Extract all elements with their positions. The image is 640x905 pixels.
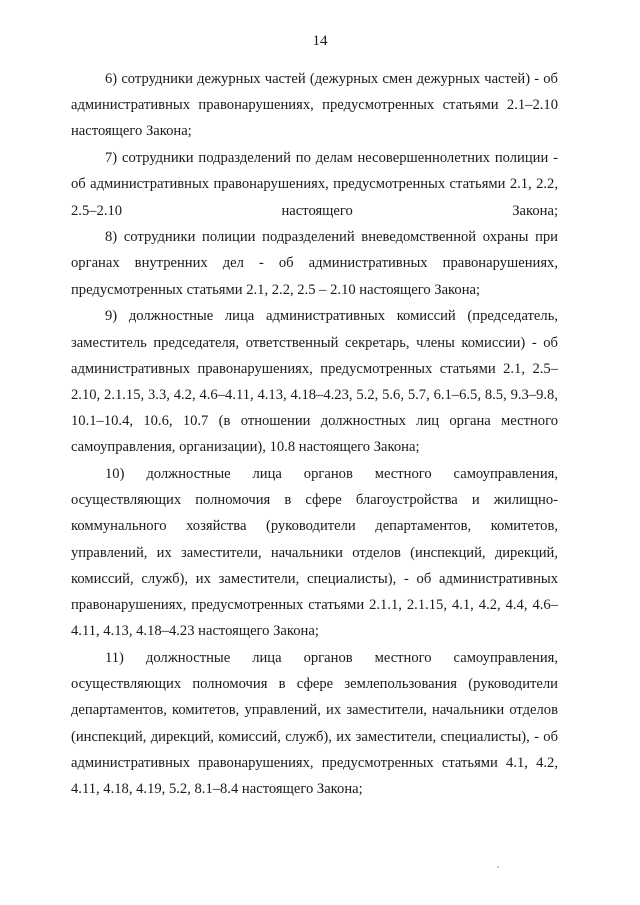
scan-artifact-dot — [497, 866, 499, 868]
list-item-10: 10) должностные лица органов местного самоуправления, осуществляющих полномочия в сфере благоустройства и жилищно-коммунального хозяйства (руководители департаментов, комитетов, управлений, их заместители, начальники отделов (инспекций, дирекций, комиссий, служб), их заместители, специалисты), - об административных правонарушениях, предусмотренных статьями 2.1.1, 2.1.15, 4.1, 4.2, 4.4, 4.6–4.11, 4.13, 4.18–4.23 настоящего Закона; — [71, 466, 558, 640]
list-item-8: 8) сотрудники полиции подразделений вневедомственной охраны при органах внутренних дел - об административных правонарушениях, предусмотренных статьями 2.1, 2.2, 2.5 – 2.10 настоящего Закона; — [71, 229, 558, 298]
list-item-6: 6) сотрудники дежурных частей (дежурных смен дежурных частей) - об административных правонарушениях, предусмотренных статьями 2.1–2.10 настоящего Закона; — [71, 71, 558, 140]
list-item-9: 9) должностные лица административных комиссий (председатель, заместитель председателя, ответственный секретарь, члены комиссии) - об административных правонарушениях, предусмотренных статьями 2.1, 2.5–2.10, 2.1.15, 3.3, 4.2, 4.6–4.11, 4.13, 4.18–4.23, 5.2, 5.6, 5.7, 6.1–6.5, 8.5, 9.3–9.8, 10.1–10.4, 10.6, 10.7 (в отношении должностных лиц органа местного самоуправления, организации), 10.8 настоящего Закона; — [71, 308, 558, 456]
document-body — [71, 66, 558, 803]
list-item-7: 7) сотрудники подразделений по делам несовершеннолетних полиции - об административных правонарушениях, предусмотренных статьями 2.1, 2.2, 2.5–2.10 настоящего Закона; — [71, 150, 558, 219]
list-item-11: 11) должностные лица органов местного самоуправления, осуществляющих полномочия в сфере землепользования (руководители департаментов, комитетов, управлений, их заместители, начальники отделов (инспекций, дирекций, комиссий, служб), их заместители, специалисты), - об административных правонарушениях, предусмотренных статьями 4.1, 4.2, 4.11, 4.18, 4.19, 5.2, 8.1–8.4 настоящего Закона; — [71, 649, 558, 797]
page-number: 14 — [312, 33, 328, 49]
